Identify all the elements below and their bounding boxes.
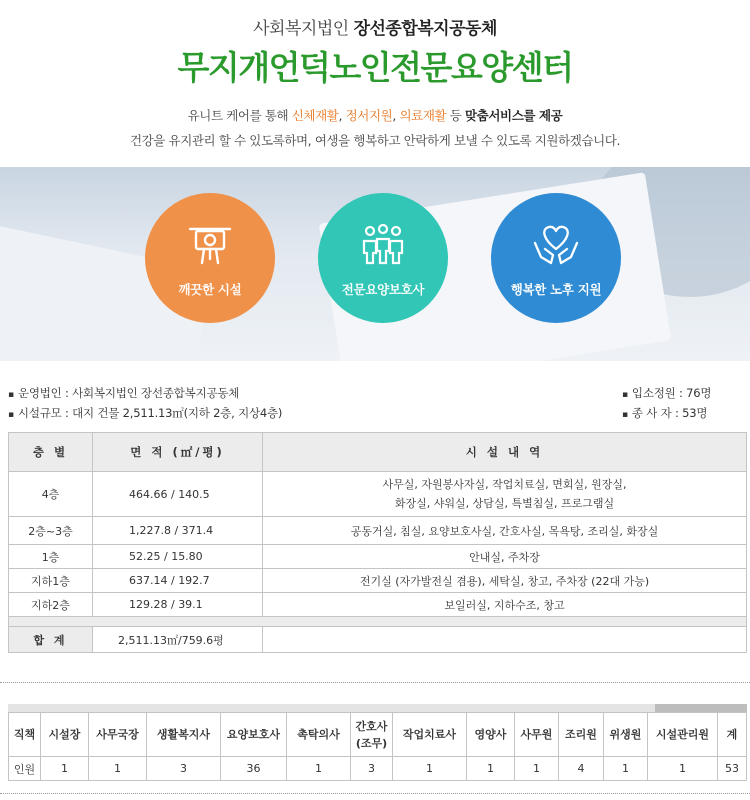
table-row [9, 569, 747, 593]
feature-label: 행복한 노후 지원 [510, 282, 602, 297]
area-cell: 464.66 / 140.5 [93, 472, 263, 517]
staff-count: 1 [604, 757, 648, 781]
column-header: 사무국장 [89, 713, 147, 757]
column-header: 시설장 [41, 713, 89, 757]
intro-line-1 [0, 106, 750, 124]
facility-table [8, 432, 747, 653]
operator-text: 운영법인 : 사회복지법인 장선종합복지공동체 [17, 386, 240, 400]
column-header: 위생원 [604, 713, 648, 757]
feature-clean-facility [145, 193, 275, 323]
info-staff: ▪ 종 사 자 : 53명 [622, 406, 708, 420]
column-header: 조리원 [559, 713, 604, 757]
column-header: 시설관리원 [648, 713, 718, 757]
total-value: 2,511.13㎡/759.6평 [93, 627, 263, 653]
column-header: 요양보호사 [221, 713, 287, 757]
intro-highlight-2: 정서지원 [345, 108, 393, 123]
column-header: 시 설 내 역 [263, 433, 747, 472]
desc-cell: 보일러실, 지하수조, 창고 [263, 593, 747, 617]
clean-facility-icon [185, 219, 235, 269]
intro-sep-1: , [338, 108, 346, 123]
column-header: 면 적 (㎡/평) [93, 433, 263, 472]
org-line [0, 14, 750, 39]
feature-happy-retirement [491, 193, 621, 323]
total-empty-cell [263, 627, 747, 653]
floor-cell: 4층 [9, 472, 93, 517]
column-header: 영양사 [467, 713, 515, 757]
staff-total: 53 [718, 757, 747, 781]
desc-line: 화장실, 샤워실, 상담실, 특별침실, 프로그램실 [394, 497, 615, 510]
intro-sep-2: , [392, 108, 400, 123]
floor-cell: 2층~3층 [9, 517, 93, 545]
row-label: 인원 [9, 757, 41, 781]
staff-count: 1 [515, 757, 559, 781]
intro-highlight-3: 의료재활 [399, 108, 447, 123]
staff-count: 1 [393, 757, 467, 781]
column-header: 사무원 [515, 713, 559, 757]
staff-count-row [9, 757, 747, 781]
info-capacity: ▪ 입소정원 : 76명 [622, 386, 712, 400]
intro-text-b: 등 [446, 108, 465, 123]
feature-label: 깨끗한 시설 [178, 282, 242, 297]
capacity-text: 입소정원 : 76명 [631, 386, 712, 400]
table-row [9, 593, 747, 617]
staff-count: 3 [147, 757, 221, 781]
column-header: 직책 [9, 713, 41, 757]
org-prefix: 사회복지법인 [253, 19, 354, 39]
org-name: 장선종합복지공동체 [353, 19, 497, 39]
column-header: 촉탁의사 [287, 713, 351, 757]
divider [0, 793, 750, 794]
table-header-row [9, 433, 747, 472]
desc-cell [263, 472, 747, 517]
intro-text-a: 유니트 케어를 통해 [187, 108, 292, 123]
staff-count: 4 [559, 757, 604, 781]
intro-highlight-1: 신체재활 [291, 108, 339, 123]
table-row [9, 517, 747, 545]
desc-cell: 전기실 (자가발전실 겸용), 세탁실, 창고, 주차장 (22대 가능) [263, 569, 747, 593]
staff-count: 1 [41, 757, 89, 781]
staff-count: 1 [89, 757, 147, 781]
divider [0, 682, 750, 683]
floor-cell: 지하2층 [9, 593, 93, 617]
staff-table [8, 712, 747, 781]
feature-label: 전문요양보호사 [341, 282, 425, 297]
caregivers-icon [358, 219, 408, 269]
area-cell: 52.25 / 15.80 [93, 545, 263, 569]
desc-cell: 공동거실, 침실, 요양보호사실, 간호사실, 목욕탕, 조리실, 화장실 [263, 517, 747, 545]
staff-header-row [9, 713, 747, 757]
column-header: 계 [718, 713, 747, 757]
intro-line-2: 건강을 유지관리 할 수 있도록하며, 여생을 행복하고 안락하게 보낼 수 있도록 지원하겠습니다. [129, 133, 621, 148]
intro-bold: 맞춤서비스를 제공 [465, 108, 563, 123]
area-cell: 129.28 / 39.1 [93, 593, 263, 617]
staff-count: 1 [287, 757, 351, 781]
staff-count: 1 [467, 757, 515, 781]
staff-table-bar [8, 704, 747, 712]
floor-cell: 지하1층 [9, 569, 93, 593]
desc-cell: 안내실, 주차장 [263, 545, 747, 569]
table-spacer [9, 617, 747, 627]
column-header: 층 별 [9, 433, 93, 472]
table-row [9, 472, 747, 517]
floor-cell: 1층 [9, 545, 93, 569]
table-row [9, 545, 747, 569]
column-header: 작업치료사 [393, 713, 467, 757]
column-header: 생활복지사 [147, 713, 221, 757]
info-operator: ▪ 운영법인 : 사회복지법인 장선종합복지공동체 [8, 386, 240, 400]
total-row [9, 627, 747, 653]
area-cell: 1,227.8 / 371.4 [93, 517, 263, 545]
desc-line: 사무실, 자원봉사자실, 작업치료실, 면회실, 원장실, [382, 478, 627, 491]
staff-text: 종 사 자 : 53명 [631, 406, 708, 420]
info-scale: ▪ 시설규모 : 대지 건물 2,511.13㎡(지하 2층, 지상4층) [8, 406, 283, 420]
column-header: 간호사 (조무) [351, 713, 393, 757]
heart-hands-icon [531, 219, 581, 269]
page-title: 무지개언덕노인전문요양센터 [177, 48, 573, 87]
scale-text: 시설규모 : 대지 건물 2,511.13㎡(지하 2층, 지상4층) [17, 406, 283, 420]
staff-count: 1 [648, 757, 718, 781]
staff-count: 36 [221, 757, 287, 781]
feature-caregivers [318, 193, 448, 323]
total-label: 합 계 [9, 627, 93, 653]
area-cell: 637.14 / 192.7 [93, 569, 263, 593]
staff-count: 3 [351, 757, 393, 781]
